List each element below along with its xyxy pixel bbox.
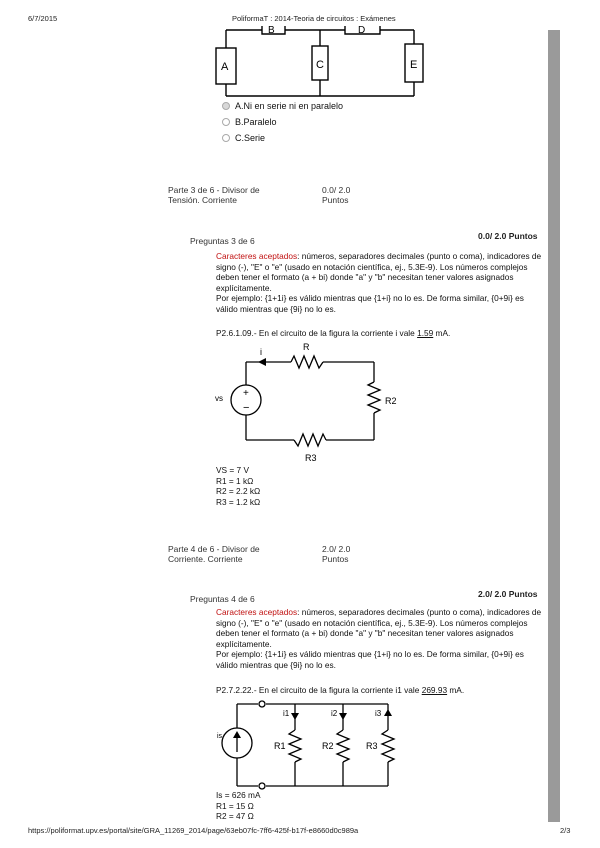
label-r3: R3 [305, 453, 317, 463]
q4-heading: Preguntas 4 de 6 [190, 594, 255, 604]
current-arrow-i2-icon [339, 713, 347, 720]
q3-problem-text: P2.6.1.09.- En el circuito de la figura la corriente i vale [216, 328, 418, 338]
value-r1: R1 = 15 Ω [216, 800, 254, 811]
source-arrow-icon [233, 731, 241, 738]
q3-answer: 1.59 [417, 328, 434, 338]
label-b: B [268, 25, 275, 36]
part3-title-line1: Parte 3 de 6 - Divisor de [168, 185, 260, 195]
q3-points: 0.0/ 2.0 Puntos [478, 231, 538, 241]
label-r2: R2 [322, 741, 334, 751]
page-title: PoliformaT : 2014-Teoria de circuitos : Exámenes [232, 14, 396, 23]
q4-problem-text: P2.7.2.22.- En el circuito de la figura la corriente i1 vale [216, 685, 422, 695]
option-c-label: C.Serie [235, 133, 266, 143]
label-c: C [316, 59, 324, 71]
option-a-label: A.Ni en serie ni en paralelo [235, 101, 344, 111]
current-arrow-i3-icon [384, 709, 392, 716]
label-d: D [358, 25, 366, 36]
label-r: R [303, 342, 310, 352]
value-r2: R2 = 47 Ω [216, 811, 254, 821]
terminal-top [259, 701, 265, 707]
q3-problem-unit: mA. [433, 328, 451, 338]
label-vs: vs [215, 394, 223, 403]
q4-points: 2.0/ 2.0 Puntos [478, 589, 538, 599]
q4-values [216, 790, 261, 822]
q4-problem-unit: mA. [447, 685, 465, 695]
footer-page: 2/3 [560, 826, 571, 835]
footer-url: https://poliformat.upv.es/portal/site/GRA_11269_2014/page/63eb07fc-7ff6-425f-b17f-e8660d0c989a [28, 826, 359, 835]
label-a: A [221, 61, 229, 73]
accepted-chars-label: Caracteres aceptados [216, 251, 298, 261]
terminal-bottom [259, 783, 265, 789]
label-e: E [410, 59, 418, 71]
example-text: Por ejemplo: {1+1i} es válido mientras que {1+i} no lo es. De forma similar, {0+9i} es válido mientras que {9i} no lo es. [216, 293, 524, 314]
part4-score-unit: Puntos [322, 554, 349, 564]
print-date: 6/7/2015 [28, 14, 58, 23]
resistor-r3 [382, 730, 394, 762]
part3-score-value: 0.0/ 2.0 [322, 185, 351, 195]
value-r1: R1 = 1 kΩ [216, 475, 254, 486]
value-is: Is = 626 mA [216, 790, 261, 800]
value-r3: R3 = 1.2 kΩ [216, 496, 261, 507]
value-vs: VS = 7 V [216, 465, 249, 475]
option-b-label: B.Paralelo [235, 117, 277, 127]
label-i2: i2 [331, 709, 338, 718]
current-arrow-i1-icon [291, 713, 299, 720]
part4-title-line2: Corriente. Corriente [168, 554, 243, 564]
label-r1: R1 [274, 741, 286, 751]
q3-heading: Preguntas 3 de 6 [190, 236, 255, 246]
svg-text:+: + [243, 388, 249, 399]
label-r2: R2 [385, 396, 397, 406]
q4-answer: 269.93 [421, 685, 448, 695]
part4-score-value: 2.0/ 2.0 [322, 544, 351, 554]
label-is: is [217, 733, 223, 740]
part4-title-line1: Parte 4 de 6 - Divisor de [168, 544, 260, 554]
part3-score-unit: Puntos [322, 195, 349, 205]
label-i1: i1 [283, 709, 290, 718]
accepted-chars-text: : números, separadores decimales (punto o coma), indicadores de signo (-), "E" o "e" (usado en notación científica, ej., 5.3E-9). Los números complejos deben tener el formato (a + bi) donde "a" y "b" necesitan tener valores asignados explícitamente. [216, 607, 542, 649]
label-i: i [260, 347, 262, 357]
label-i3: i3 [375, 709, 382, 718]
accepted-chars-label: Caracteres aceptados [216, 607, 298, 617]
resistor-r2 [337, 730, 349, 762]
example-text: Por ejemplo: {1+1i} es válido mientras que {1+i} no lo es. De forma similar, {0+9i} es válido mientras que {9i} no lo es. [216, 649, 524, 670]
value-r2: R2 = 2.2 kΩ [216, 486, 261, 496]
accepted-chars-text: : números, separadores decimales (punto o coma), indicadores de signo (-), "E" o "e" (usado en notación científica, ej., 5.3E-9). Los números complejos deben tener el formato (a + bi) donde "a" y "b" necesitan tener valores asignados explícitamente. [216, 251, 542, 293]
svg-text:−: − [243, 402, 250, 414]
part3-title-line2: Tensión. Corriente [168, 195, 237, 205]
resistor-r1 [289, 730, 301, 762]
label-r3: R3 [366, 741, 378, 751]
